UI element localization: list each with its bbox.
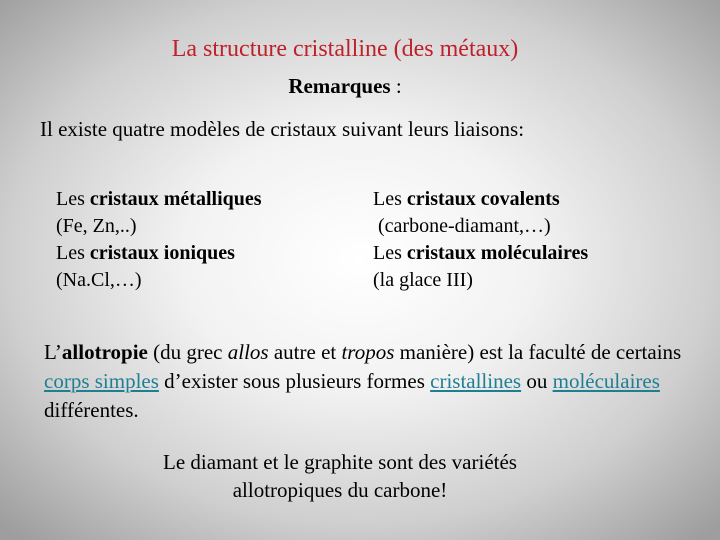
subtitle-bold: Remarques	[288, 74, 391, 98]
right-item-1-term: cristaux covalents	[406, 188, 560, 210]
right-item-1-detail: (carbone-diamant,…)	[373, 215, 551, 237]
right-item-2-detail: (la glace III)	[373, 269, 473, 291]
subtitle-tail: :	[390, 74, 402, 98]
right-item-2-prefix: Les	[373, 242, 407, 264]
conclusion-line-1: Le diamant et le graphite sont des variétés	[163, 450, 517, 474]
allotropie-text-5: ou	[521, 369, 553, 393]
right-item-2	[373, 240, 588, 267]
allotropie-text-1: (du grec	[147, 340, 228, 364]
right-column	[373, 186, 588, 294]
conclusion	[0, 448, 680, 504]
slide-subtitle	[0, 74, 690, 99]
allotropie-text-3: manière) est la faculté de certains	[394, 340, 682, 364]
right-item-1-prefix: Les	[373, 188, 407, 210]
slide-title: La structure cristalline (des métaux)	[171, 36, 519, 62]
left-item-2-term: cristaux ioniques	[89, 242, 235, 264]
right-item-1	[373, 186, 588, 213]
left-item-1-detail: (Fe, Zn,..)	[56, 215, 137, 237]
moleculaires-link[interactable]: moléculaires	[552, 369, 660, 393]
allotropie-text-2: autre et	[268, 340, 342, 364]
allotropie-lead: L’	[44, 340, 62, 364]
left-item-2-prefix: Les	[56, 242, 90, 264]
cristallines-link[interactable]: cristallines	[430, 369, 522, 393]
allos-word: allos	[227, 340, 269, 364]
left-column	[56, 186, 262, 294]
intro-text: Il existe quatre modèles de cristaux suivant leurs liaisons:	[40, 117, 525, 141]
conclusion-line-2: allotropiques du carbone!	[232, 478, 448, 502]
left-item-1-prefix: Les	[56, 188, 90, 210]
allotropie-text-4: d’exister sous plusieurs formes	[158, 369, 431, 393]
left-item-2-detail: (Na.Cl,…)	[56, 269, 142, 291]
corps-simples-link[interactable]: corps simples	[44, 369, 159, 393]
right-item-2-term: cristaux moléculaires	[406, 242, 589, 264]
left-item-2	[56, 240, 262, 267]
allotropie-paragraph	[44, 338, 684, 425]
left-item-1-term: cristaux métalliques	[89, 188, 262, 210]
allotropie-term: allotropie	[61, 340, 148, 364]
left-item-1	[56, 186, 262, 213]
tropos-word: tropos	[341, 340, 395, 364]
allotropie-text-6: différentes.	[44, 398, 139, 422]
